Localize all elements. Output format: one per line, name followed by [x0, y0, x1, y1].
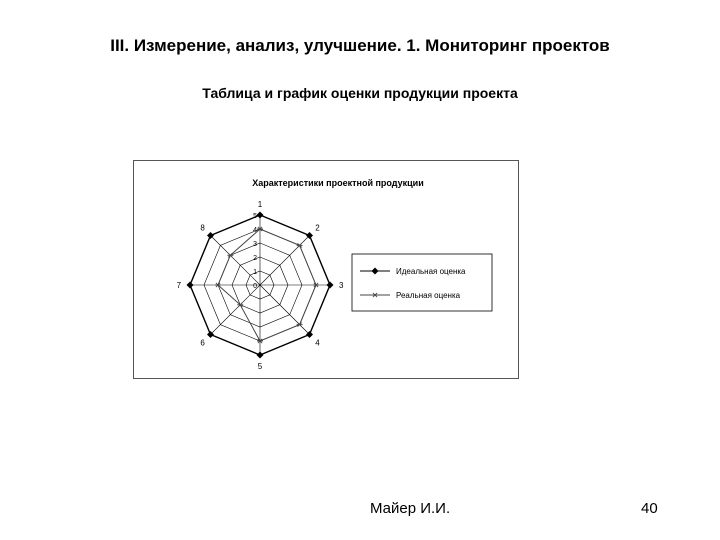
chart-title: Характеристики проектной продукции	[252, 178, 424, 188]
series-1-point-7	[187, 282, 194, 289]
page-number: 40	[641, 500, 658, 517]
category-label-3: 3	[338, 281, 344, 290]
category-label-8: 8	[200, 223, 205, 233]
series-2-point-6	[237, 303, 243, 307]
series-2-point-4	[297, 322, 303, 326]
axis-tick-label: 3	[253, 241, 257, 248]
radar-chart	[134, 161, 518, 378]
series-2-point-8	[227, 253, 233, 257]
chart-frame	[133, 160, 519, 379]
series-2-point-3	[313, 283, 319, 287]
series-1-point-1	[257, 212, 264, 219]
category-label-6: 6	[200, 338, 205, 348]
series-1-point-5	[257, 352, 264, 359]
category-label-7: 7	[176, 281, 182, 290]
axis-tick-label: 2	[253, 255, 257, 262]
series-2-point-2	[297, 243, 303, 247]
axis-tick-label: 4	[253, 227, 257, 234]
category-label-2: 2	[315, 223, 320, 233]
legend-label-1: Идеальная оценка	[396, 267, 466, 276]
category-label-4: 4	[315, 338, 320, 348]
axis-tick-label: 0	[253, 283, 257, 290]
legend-box	[352, 254, 492, 311]
series-2-point-7	[215, 283, 221, 287]
axis-tick-label: 1	[253, 269, 257, 276]
axis-tick-label: 5	[253, 213, 257, 220]
slide-subtitle: Таблица и график оценки продукции проекта	[202, 85, 518, 101]
chart-legend	[352, 254, 492, 311]
series-1-point-3	[327, 282, 334, 289]
category-label-1: 1	[257, 199, 263, 209]
footer-author: Майер И.И.	[370, 500, 451, 517]
legend-label-2: Реальная оценка	[396, 291, 461, 300]
category-label-5: 5	[257, 362, 263, 372]
slide-title: III. Измерение, анализ, улучшение. 1. Мониторинг проектов	[110, 36, 610, 55]
